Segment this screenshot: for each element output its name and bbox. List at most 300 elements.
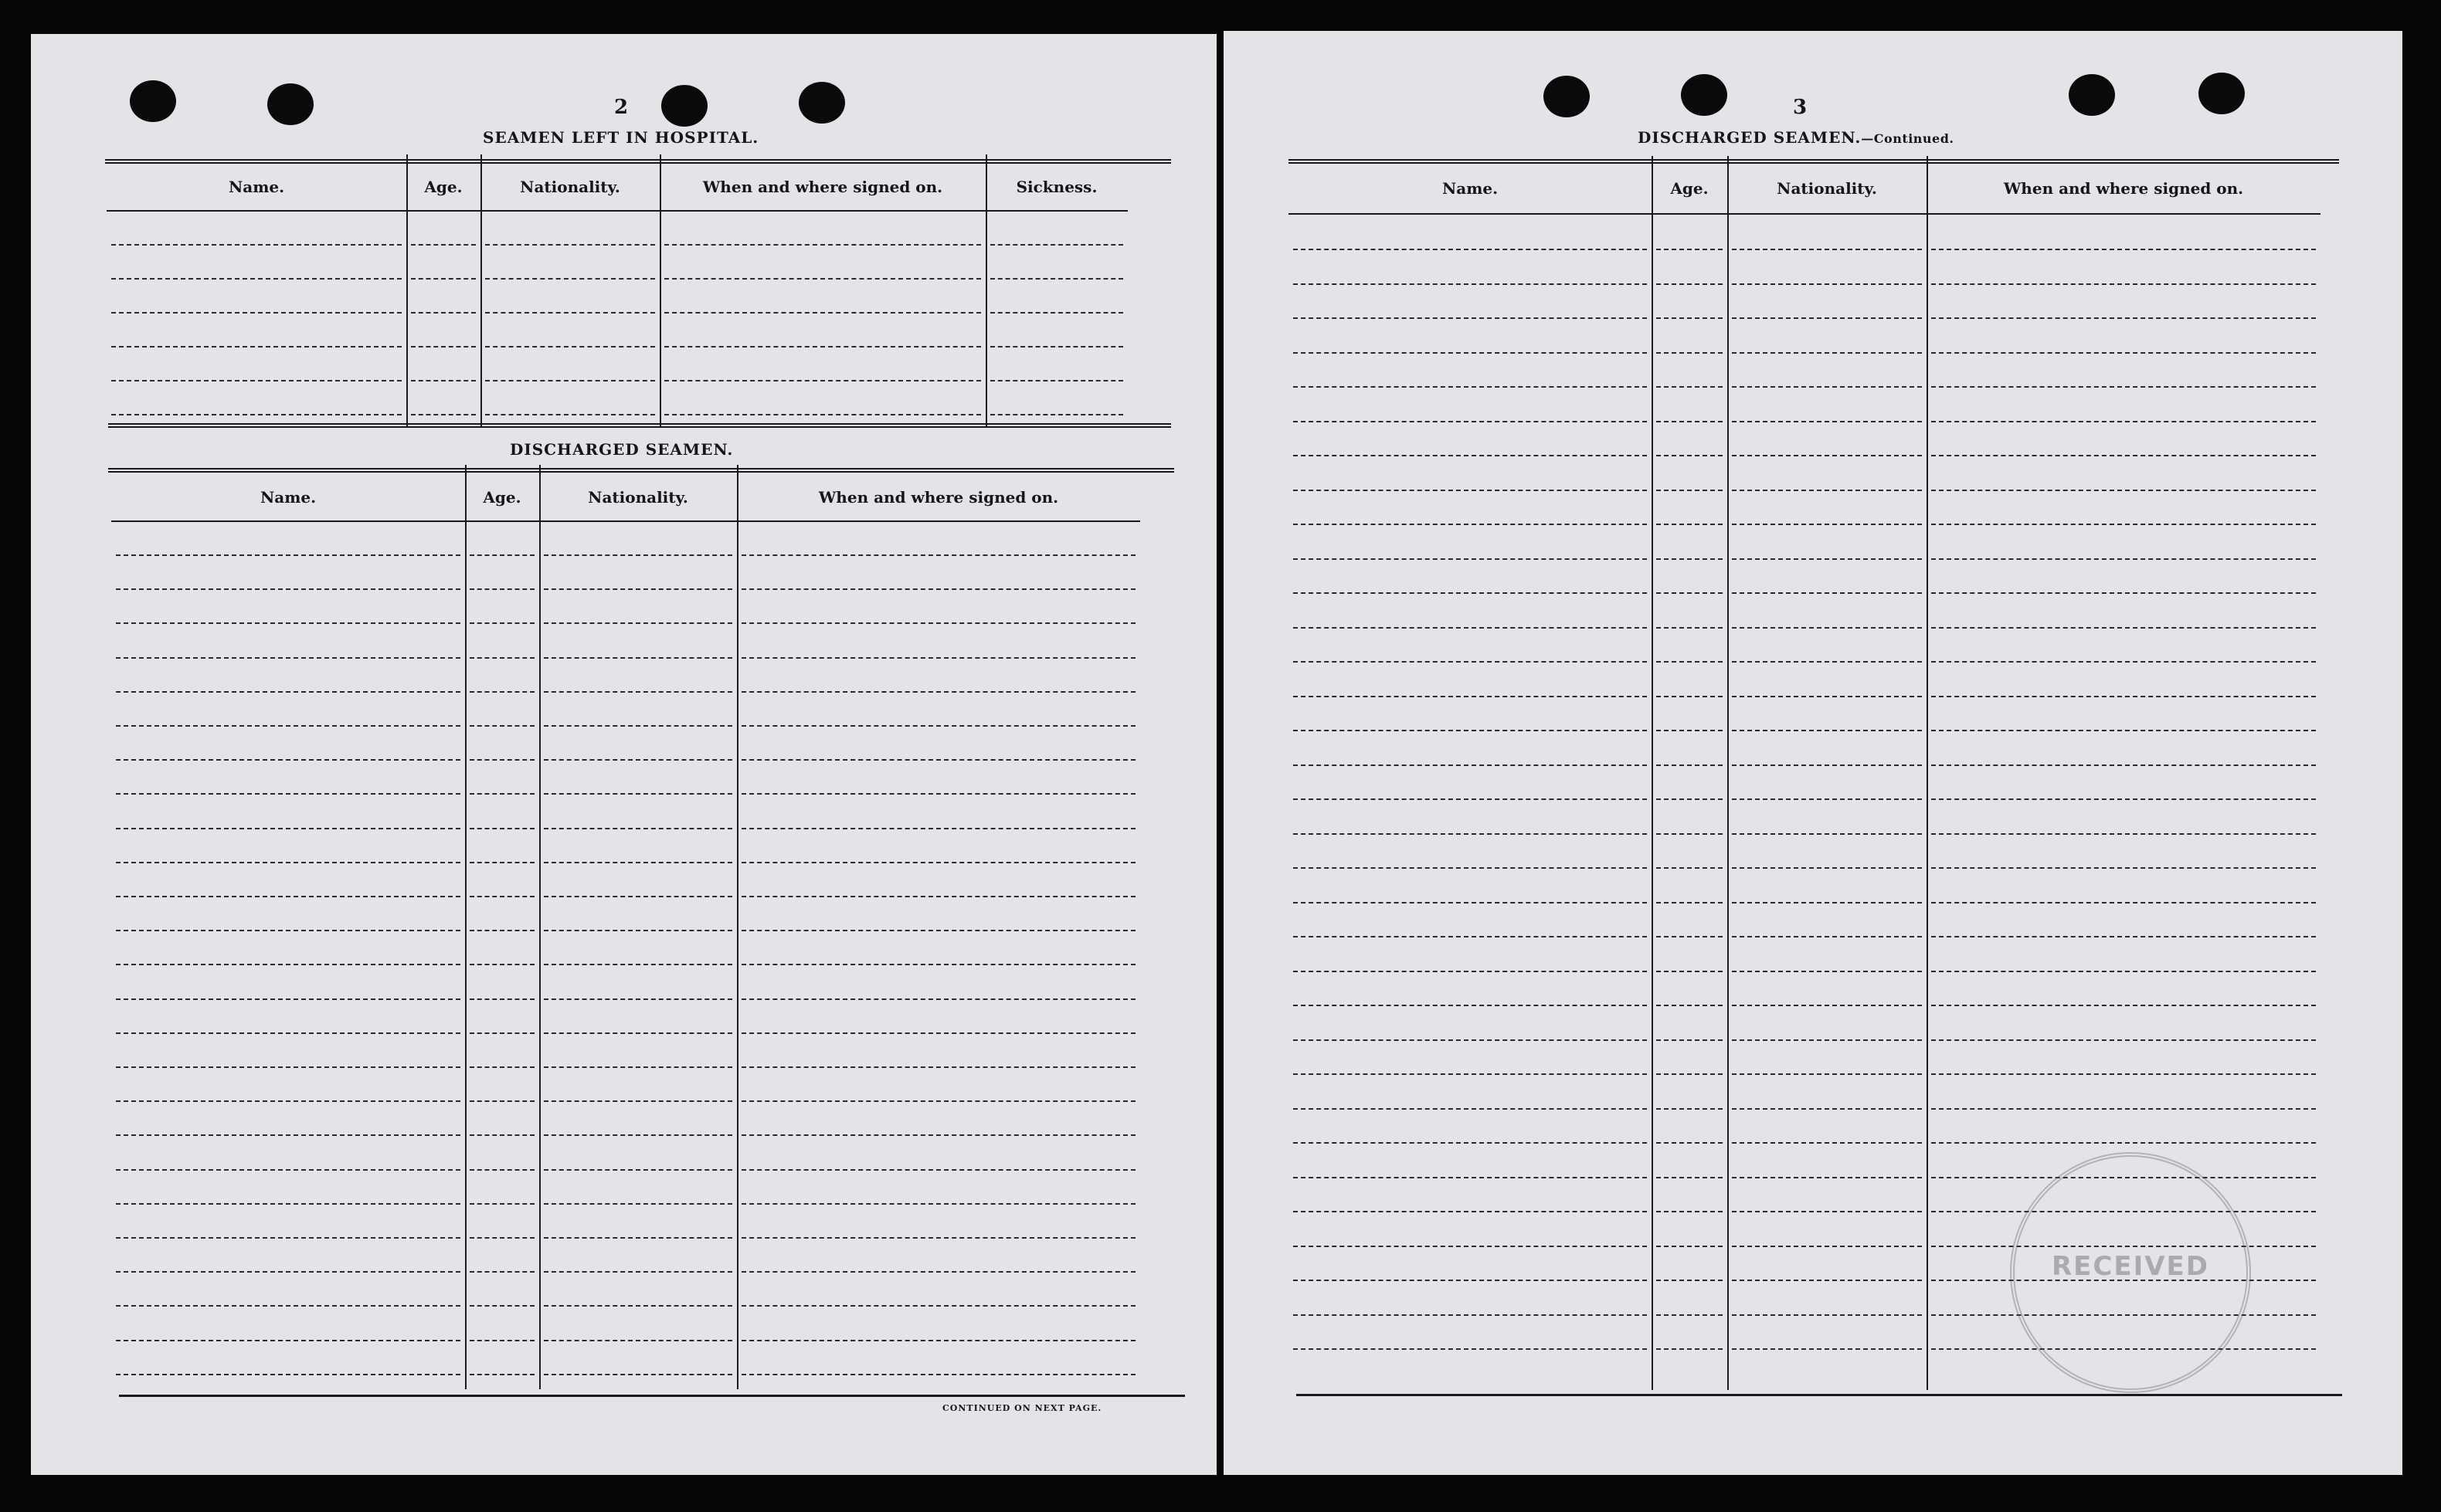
entry-line [470,588,535,590]
entry-line [111,278,402,280]
column-divider [1927,156,1928,1390]
entry-line [470,998,535,1000]
entry-line [1931,627,2316,629]
entry-line [470,1169,535,1171]
entry-line [1293,1142,1647,1144]
entry-line [742,896,1136,897]
entry-line [742,588,1136,590]
entry-line [742,828,1136,829]
entry-line [470,896,535,897]
column-divider [660,154,661,428]
entry-line [1931,283,2316,285]
entry-line [544,691,732,693]
entry-line [990,312,1123,314]
entry-line [544,1271,732,1273]
entry-line [1931,764,2316,766]
entry-line [990,244,1123,246]
entry-line [1732,627,1922,629]
entry-line [1293,317,1647,319]
entry-line [1656,867,1723,869]
entry-line [1931,249,2316,250]
entry-line [1293,1108,1647,1110]
entry-line [1931,592,2316,594]
column-header-nationality: Nationality. [520,178,620,196]
column-divider [480,154,482,428]
column-divider [539,465,541,1389]
entry-line [544,1305,732,1307]
entry-line [111,244,402,246]
punch-hole [661,85,708,127]
entry-line [1656,1177,1723,1178]
entry-line [1732,1280,1922,1281]
table-bottom-rule [119,1395,1185,1397]
entry-line [1931,730,2316,731]
entry-line [116,554,460,556]
entry-line [470,657,535,659]
discharged-continued-title [1638,128,1954,147]
column-divider [986,154,987,428]
entry-line [116,930,460,931]
entry-line [1931,558,2316,560]
entry-line [1931,1005,2316,1006]
entry-line [1656,1108,1723,1110]
entry-line [470,1066,535,1068]
column-header-signed-on: When and where signed on. [2003,179,2244,198]
entry-line [1732,1073,1922,1075]
entry-line [1732,524,1922,525]
entry-line [1656,1280,1723,1281]
column-header-age: Age. [1670,179,1709,198]
entry-line [742,1066,1136,1068]
entry-line [742,793,1136,795]
table-top-rule [105,159,1171,166]
title-main: DISCHARGED SEAMEN. [1638,128,1862,147]
entry-line [485,346,655,347]
entry-line [1656,1073,1723,1075]
entry-line [1293,1246,1647,1247]
received-stamp [2010,1152,2251,1393]
entry-line [1656,1314,1723,1316]
entry-line [116,1340,460,1341]
entry-line [1656,764,1723,766]
entry-line [1293,798,1647,800]
entry-line [1732,936,1922,937]
entry-line [1293,833,1647,835]
entry-line [116,622,460,624]
entry-line [1931,1142,2316,1144]
entry-line [470,1340,535,1341]
entry-line [742,554,1136,556]
entry-line [116,1066,460,1068]
entry-line [470,554,535,556]
entry-line [544,622,732,624]
entry-line [1656,661,1723,663]
entry-line [742,725,1136,727]
entry-line [544,1134,732,1136]
entry-line [1732,249,1922,250]
entry-line [470,793,535,795]
entry-line [116,1237,460,1239]
entry-line [742,691,1136,693]
entry-line [1732,455,1922,456]
entry-line [544,1032,732,1034]
header-underline [1288,213,2320,215]
page-number: 3 [1792,96,1808,119]
entry-line [544,1237,732,1239]
entry-line [1732,1039,1922,1041]
entry-line [1293,696,1647,697]
column-header-age: Age. [483,488,521,507]
entry-line [1732,833,1922,835]
entry-line [470,1305,535,1307]
entry-line [1732,558,1922,560]
entry-line [1732,1211,1922,1212]
entry-line [1293,524,1647,525]
column-header-name: Name. [1441,179,1499,198]
title-suffix: —Continued. [1861,131,1954,146]
entry-line [1732,1142,1922,1144]
entry-line [1293,283,1647,285]
entry-line [116,828,460,829]
column-divider [1727,156,1729,1390]
entry-line [544,828,732,829]
column-header-nationality: Nationality. [1777,179,1877,198]
entry-line [1293,661,1647,663]
entry-line [470,725,535,727]
entry-line [116,793,460,795]
entry-line [1656,1005,1723,1006]
entry-line [1293,1314,1647,1316]
column-divider [406,154,408,428]
entry-line [544,1066,732,1068]
entry-line [1732,902,1922,903]
entry-line [1931,524,2316,525]
entry-line [544,1100,732,1102]
entry-line [1656,730,1723,731]
entry-line [1293,490,1647,491]
entry-line [116,896,460,897]
entry-line [470,1374,535,1375]
entry-line [544,1203,732,1205]
entry-line [411,380,476,381]
entry-line [1656,1348,1723,1350]
entry-line [742,1271,1136,1273]
entry-line [1656,833,1723,835]
entry-line [116,862,460,863]
entry-line [990,346,1123,347]
entry-line [1931,421,2316,422]
entry-line [1931,661,2316,663]
entry-line [1656,696,1723,697]
entry-line [1293,1211,1647,1212]
entry-line [470,828,535,829]
entry-line [1656,558,1723,560]
entry-line [411,346,476,347]
entry-line [1656,1211,1723,1212]
entry-line [1732,730,1922,731]
entry-line [742,1203,1136,1205]
punch-hole [799,82,845,124]
entry-line [485,414,655,415]
entry-line [1293,249,1647,250]
hospital-section-title: SEAMEN LEFT IN HOSPITAL. [483,128,759,147]
entry-line [470,691,535,693]
stamp-text: RECEIVED [2052,1251,2209,1282]
punch-hole [2069,74,2115,116]
column-header-sickness: Sickness. [1016,178,1098,196]
entry-line [1293,1177,1647,1178]
entry-line [111,414,402,415]
entry-line [1732,1108,1922,1110]
entry-line [742,1169,1136,1171]
entry-line [116,1203,460,1205]
entry-line [116,725,460,727]
entry-line [116,1032,460,1034]
entry-line [1732,1177,1922,1178]
column-divider [465,465,467,1389]
entry-line [544,1169,732,1171]
entry-line [1656,386,1723,388]
entry-line [470,622,535,624]
entry-line [664,244,981,246]
entry-line [1656,936,1723,937]
entry-line [1931,798,2316,800]
entry-line [1732,490,1922,491]
entry-line [1732,421,1922,422]
entry-line [116,1271,460,1273]
entry-line [1732,283,1922,285]
entry-line [111,380,402,381]
continued-note: CONTINUED ON NEXT PAGE. [942,1403,1102,1413]
entry-line [411,278,476,280]
entry-line [1293,627,1647,629]
entry-line [1293,592,1647,594]
entry-line [544,588,732,590]
column-header-signed-on: When and where signed on. [702,178,943,196]
entry-line [544,554,732,556]
entry-line [1293,1348,1647,1350]
entry-line [1656,1246,1723,1247]
entry-line [116,588,460,590]
entry-line [1293,352,1647,354]
entry-line [411,244,476,246]
entry-line [544,862,732,863]
entry-line [742,1340,1136,1341]
entry-line [485,312,655,314]
entry-line [1931,902,2316,903]
entry-line [1931,936,2316,937]
entry-line [1931,833,2316,835]
entry-line [1732,386,1922,388]
entry-line [470,862,535,863]
entry-line [544,657,732,659]
entry-line [1656,524,1723,525]
entry-line [742,998,1136,1000]
entry-line [742,1305,1136,1307]
entry-line [1931,1108,2316,1110]
entry-line [544,998,732,1000]
entry-line [544,1374,732,1375]
table-bottom-rule [1296,1394,2342,1396]
entry-line [1656,455,1723,456]
entry-line [1293,1280,1647,1281]
entry-line [1732,592,1922,594]
entry-line [116,998,460,1000]
entry-line [990,414,1123,415]
entry-line [1656,627,1723,629]
entry-line [544,759,732,761]
header-underline [111,520,1140,522]
entry-line [1656,1142,1723,1144]
entry-line [470,930,535,931]
entry-line [1656,798,1723,800]
entry-line [1931,1073,2316,1075]
entry-line [742,1100,1136,1102]
entry-line [742,1134,1136,1136]
entry-line [742,930,1136,931]
entry-line [470,1271,535,1273]
column-header-signed-on: When and where signed on. [818,488,1059,507]
entry-line [742,622,1136,624]
entry-line [1293,730,1647,731]
entry-line [116,1134,460,1136]
column-header-age: Age. [424,178,463,196]
entry-line [111,346,402,347]
entry-line [742,862,1136,863]
entry-line [1293,1005,1647,1006]
entry-line [1931,971,2316,972]
entry-line [1656,283,1723,285]
entry-line [1732,798,1922,800]
entry-line [111,312,402,314]
discharged-section-title: DISCHARGED SEAMEN. [510,440,734,459]
entry-line [411,312,476,314]
entry-line [1931,696,2316,697]
entry-line [1931,386,2316,388]
entry-line [990,278,1123,280]
entry-line [1656,971,1723,972]
entry-line [1656,490,1723,491]
entry-line [1656,352,1723,354]
entry-line [116,691,460,693]
page-number: 2 [613,96,629,119]
entry-line [664,414,981,415]
column-divider [737,465,738,1389]
entry-line [116,1100,460,1102]
entry-line [1656,592,1723,594]
column-header-name: Name. [260,488,317,507]
entry-line [1931,352,2316,354]
table-top-rule [108,468,1174,475]
section-divider-rule [108,423,1171,430]
entry-line [1293,936,1647,937]
entry-line [1732,971,1922,972]
entry-line [1732,661,1922,663]
right-page [1224,31,2402,1475]
entry-line [1293,558,1647,560]
entry-line [664,278,981,280]
punch-hole [267,83,314,125]
entry-line [664,346,981,347]
entry-line [411,414,476,415]
punch-hole [130,80,176,122]
entry-line [1293,1073,1647,1075]
entry-line [485,244,655,246]
entry-line [1732,764,1922,766]
entry-line [1931,317,2316,319]
entry-line [1293,764,1647,766]
entry-line [1931,455,2316,456]
entry-line [544,725,732,727]
entry-line [1293,971,1647,972]
entry-line [116,759,460,761]
entry-line [116,1169,460,1171]
entry-line [470,1032,535,1034]
column-header-name: Name. [228,178,285,196]
entry-line [1293,455,1647,456]
entry-line [116,1305,460,1307]
entry-line [485,278,655,280]
entry-line [1656,1039,1723,1041]
entry-line [1732,1348,1922,1350]
entry-line [1732,317,1922,319]
entry-line [1732,1246,1922,1247]
entry-line [742,657,1136,659]
entry-line [1732,1314,1922,1316]
left-page [31,34,1217,1475]
entry-line [1293,386,1647,388]
entry-line [664,380,981,381]
column-header-nationality: Nationality. [588,488,688,507]
entry-line [116,657,460,659]
entry-line [470,1237,535,1239]
entry-line [664,312,981,314]
entry-line [544,1340,732,1341]
entry-line [742,964,1136,965]
entry-line [1293,902,1647,903]
entry-line [990,380,1123,381]
entry-line [470,759,535,761]
entry-line [1732,696,1922,697]
table-top-rule [1288,159,2339,166]
entry-line [742,1374,1136,1375]
entry-line [742,1237,1136,1239]
entry-line [1656,249,1723,250]
entry-line [116,964,460,965]
entry-line [1656,317,1723,319]
entry-line [1931,490,2316,491]
entry-line [470,1203,535,1205]
entry-line [1293,421,1647,422]
punch-hole [1681,74,1727,116]
entry-line [1931,1039,2316,1041]
entry-line [1931,867,2316,869]
entry-line [544,964,732,965]
entry-line [544,930,732,931]
entry-line [1732,352,1922,354]
punch-hole [2198,73,2245,114]
entry-line [742,1032,1136,1034]
entry-line [544,896,732,897]
entry-line [485,380,655,381]
punch-hole [1543,76,1590,117]
entry-line [470,964,535,965]
entry-line [116,1374,460,1375]
entry-line [1732,1005,1922,1006]
entry-line [1293,1039,1647,1041]
entry-line [1293,867,1647,869]
entry-line [1656,421,1723,422]
